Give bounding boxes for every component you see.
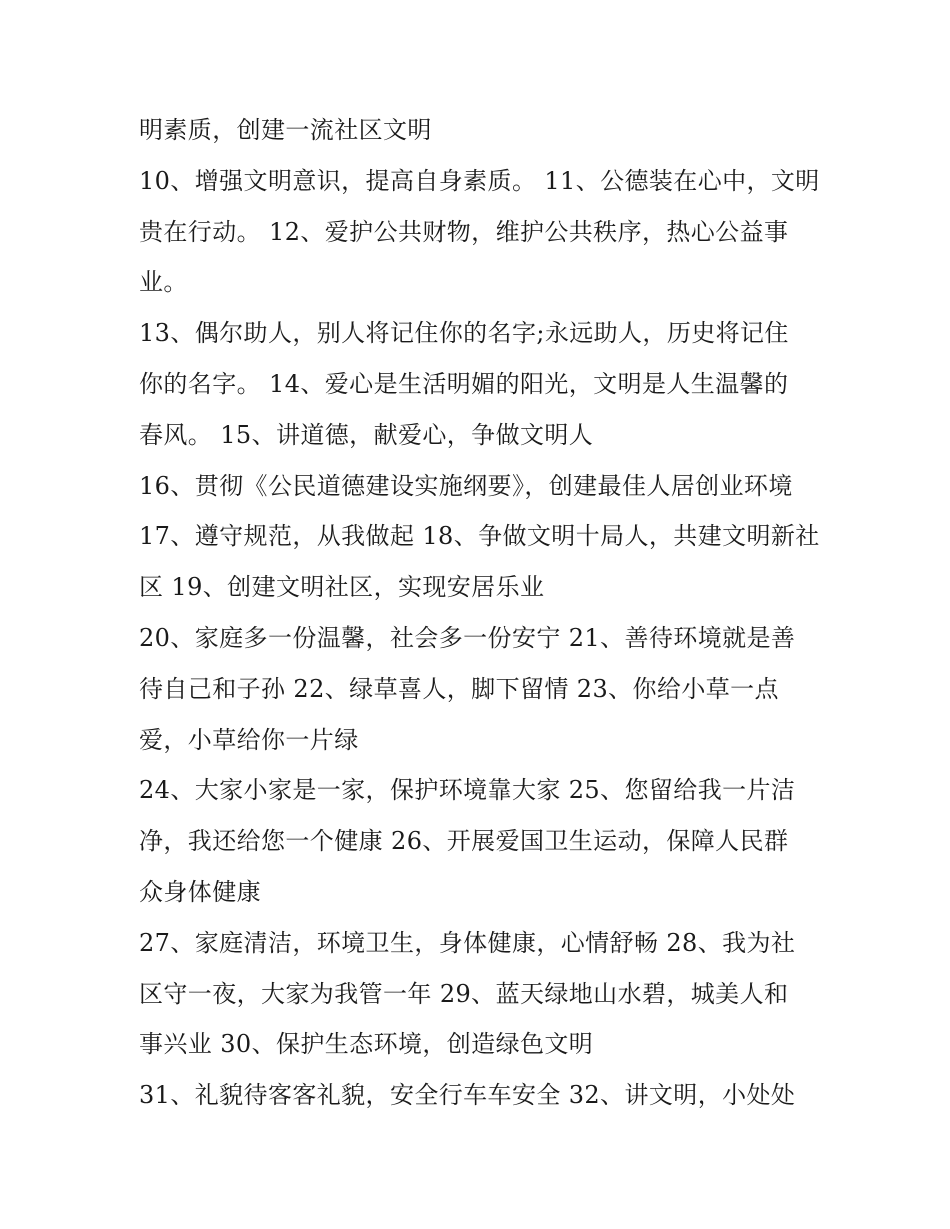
text-line: 事兴业 30、保护生态环境，创造绿色文明 <box>139 1030 594 1059</box>
text-line: 16、贯彻《公民道德建设实施纲要》，创建最佳人居创业环境 <box>139 471 793 500</box>
text-line: 27、家庭清洁，环境卫生，身体健康，心情舒畅 28、我为社 <box>139 928 796 957</box>
text-line: 10、增强文明意识，提高自身素质。 11、公德装在心中，文明 <box>139 166 820 195</box>
text-line: 区 19、创建文明社区，实现安居乐业 <box>139 573 545 602</box>
text-line: 区守一夜，大家为我管一年 29、蓝天绿地山水碧，城美人和 <box>139 979 789 1008</box>
text-line: 众身体健康 <box>139 877 261 906</box>
text-line: 待自己和子孙 22、绿草喜人，脚下留情 23、你给小草一点 <box>139 674 779 703</box>
text-line: 17、遵守规范，从我做起 18、争做文明十局人，共建文明新社 <box>139 522 820 551</box>
document-body <box>139 111 819 1127</box>
text-line: 31、礼貌待客客礼貌，安全行车车安全 32、讲文明，小处处 <box>139 1081 796 1110</box>
text-line: 贵在行动。 12、爱护公共财物，维护公共秩序，热心公益事 <box>139 217 789 246</box>
text-line: 净，我还给您一个健康 26、开展爱国卫生运动，保障人民群 <box>139 827 789 856</box>
text-line: 24、大家小家是一家，保护环境靠大家 25、您留给我一片洁 <box>139 776 796 805</box>
text-line: 业。 <box>139 268 188 297</box>
text-line: 爱，小草给你一片绿 <box>139 725 359 754</box>
text-line: 你的名字。 14、爱心是生活明媚的阳光，文明是人生温馨的 <box>139 369 789 398</box>
text-line: 20、家庭多一份温馨，社会多一份安宁 21、善待环境就是善 <box>139 623 796 652</box>
text-line: 明素质，创建一流社区文明 <box>139 116 432 144</box>
text-line: 13、偶尔助人，别人将记住你的名字;永远助人，历史将记住 <box>139 319 789 348</box>
text-line: 春风。 15、讲道德，献爱心，争做文明人 <box>139 420 594 449</box>
